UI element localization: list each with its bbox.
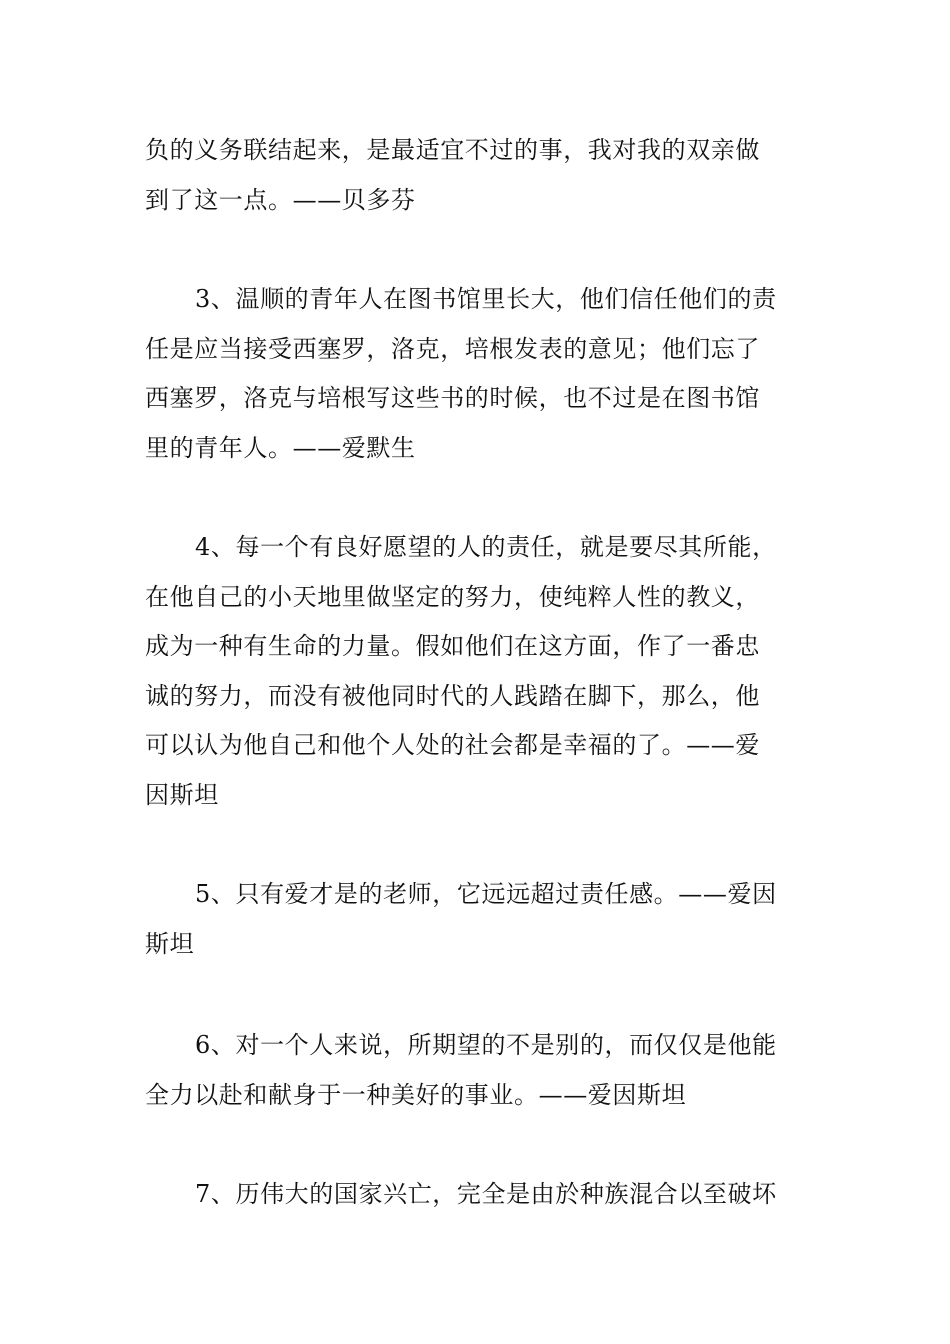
text-line: 成为一种有生命的力量。假如他们在这方面，作了一番忠 bbox=[145, 632, 760, 660]
paragraph-4 bbox=[145, 523, 807, 820]
text-line: 6、对一个人来说，所期望的不是别的，而仅仅是他能 bbox=[195, 1031, 777, 1059]
paragraph-2-continued bbox=[145, 126, 807, 225]
text-line: 全力以赴和献身于一种美好的事业。——爱因斯坦 bbox=[145, 1080, 687, 1109]
paragraph-3 bbox=[145, 275, 807, 473]
text-line: 任是应当接受西塞罗，洛克，培根发表的意见；他们忘了 bbox=[145, 334, 760, 363]
text-line: 5、只有爱才是的老师，它远远超过责任感。——爱因 bbox=[195, 880, 777, 908]
paragraph-6 bbox=[145, 1021, 807, 1120]
text-line: 里的青年人。——爱默生 bbox=[145, 433, 416, 462]
text-line: 7、历伟大的国家兴亡，完全是由於种族混合以至破坏 bbox=[195, 1180, 777, 1208]
text-line: 可以认为他自己和他个人处的社会都是幸福的了。——爱 bbox=[145, 731, 760, 759]
text-line: 因斯坦 bbox=[145, 780, 219, 809]
text-line: 到了这一点。——贝多芬 bbox=[145, 185, 416, 214]
paragraph-7 bbox=[145, 1170, 807, 1220]
paragraph-5 bbox=[145, 870, 807, 969]
text-line: 诚的努力，而没有被他同时代的人践踏在脚下，那么，他 bbox=[145, 681, 760, 710]
text-line: 4、每一个有良好愿望的人的责任，就是要尽其所能， bbox=[195, 533, 777, 561]
text-line: 斯坦 bbox=[145, 929, 195, 958]
text-line: 西塞罗，洛克与培根写这些书的时候，也不过是在图书馆 bbox=[145, 384, 760, 412]
text-line: 3、温顺的青年人在图书馆里长大，他们信任他们的责 bbox=[195, 285, 777, 313]
text-line: 在他自己的小天地里做坚定的努力，使纯粹人性的教义， bbox=[145, 582, 760, 611]
text-line: 负的义务联结起来，是最适宜不过的事，我对我的双亲做 bbox=[145, 136, 760, 164]
